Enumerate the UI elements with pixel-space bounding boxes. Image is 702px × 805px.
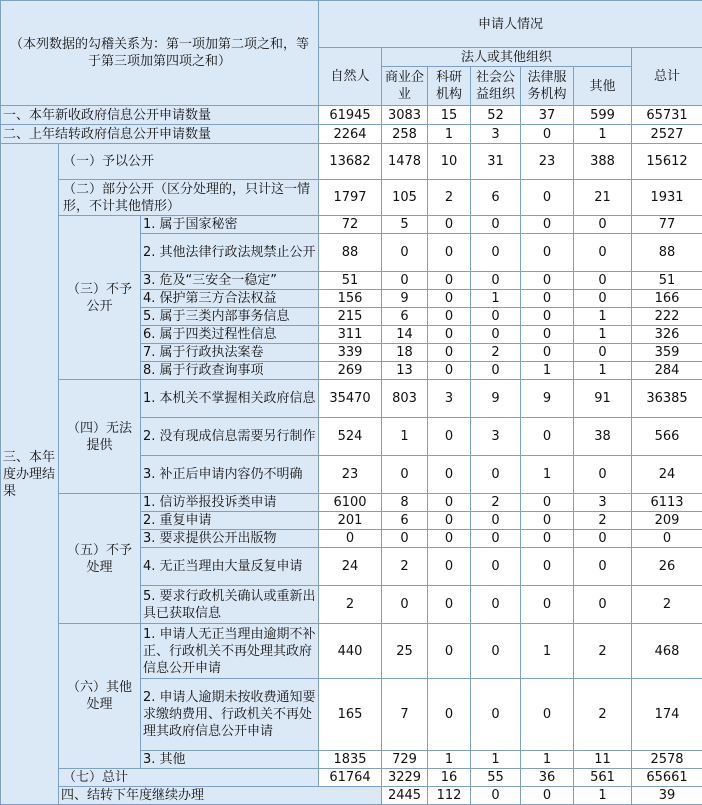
value-cell: 1835	[319, 751, 382, 769]
value-cell: 729	[382, 751, 428, 769]
value-cell: 6	[471, 180, 521, 216]
value-cell: 2578	[632, 751, 702, 769]
legal-service-header: 法律服务机构	[521, 67, 574, 106]
value-cell: 0	[428, 512, 471, 530]
row-label: 2. 申请人逾期未按收费通知要求缴纳费用、行政机关不再处理其政府信息公开申请	[141, 679, 319, 751]
value-cell: 0	[428, 456, 471, 494]
value-cell: 1	[574, 362, 632, 380]
table-row	[1, 494, 702, 512]
value-cell: 222	[632, 308, 702, 326]
value-cell: 14	[382, 326, 428, 344]
natural-person-header: 自然人	[319, 48, 382, 106]
value-cell: 0	[428, 679, 471, 751]
value-cell: 9	[471, 380, 521, 418]
value-cell: 269	[319, 362, 382, 380]
row-label: 3. 危及“三安全一稳定”	[141, 272, 319, 290]
row-label: （七）总计	[59, 769, 319, 787]
value-cell: 1797	[319, 180, 382, 216]
value-cell: 23	[319, 456, 382, 494]
value-cell: 0	[382, 530, 428, 548]
value-cell: 0	[382, 234, 428, 272]
value-cell: 0	[471, 234, 521, 272]
business-header: 商业企业	[382, 67, 428, 106]
value-cell: 2	[428, 180, 471, 216]
row-label: 1. 信访举报投诉类申请	[141, 494, 319, 512]
value-cell: 0	[428, 326, 471, 344]
value-cell: 2	[574, 512, 632, 530]
value-cell: 77	[632, 216, 702, 234]
row-label: 5. 属于三类内部事务信息	[141, 308, 319, 326]
value-cell: 0	[428, 586, 471, 624]
section-3-label: 三、本年度办理结果	[1, 144, 59, 805]
value-cell: 24	[632, 456, 702, 494]
value-cell: 31	[471, 144, 521, 180]
value-cell: 0	[382, 456, 428, 494]
value-cell: 65661	[632, 769, 702, 787]
value-cell: 0	[471, 326, 521, 344]
value-cell: 311	[319, 326, 382, 344]
value-cell: 0	[382, 586, 428, 624]
value-cell: 0	[471, 787, 521, 805]
value-cell: 13682	[319, 144, 382, 180]
value-cell: 0	[471, 272, 521, 290]
value-cell: 0	[521, 530, 574, 548]
value-cell: 0	[521, 326, 574, 344]
value-cell: 0	[521, 234, 574, 272]
value-cell: 2264	[319, 125, 382, 144]
value-cell: 2	[471, 344, 521, 362]
value-cell: 201	[319, 512, 382, 530]
row-label: 7. 属于行政执法案卷	[141, 344, 319, 362]
value-cell: 88	[632, 234, 702, 272]
row-label: 2. 重复申请	[141, 512, 319, 530]
value-cell: 55	[471, 769, 521, 787]
value-cell: 88	[319, 234, 382, 272]
value-cell: 0	[428, 290, 471, 308]
table-row	[1, 624, 702, 679]
value-cell: 2	[319, 586, 382, 624]
value-cell: 0	[521, 344, 574, 362]
value-cell: 3229	[382, 769, 428, 787]
table-row	[1, 380, 702, 418]
value-cell: 1	[471, 290, 521, 308]
row-label: 二、上年结转政府信息公开申请数量	[1, 125, 319, 144]
value-cell: 65731	[632, 106, 702, 125]
value-cell: 51	[632, 272, 702, 290]
value-cell: 1	[471, 751, 521, 769]
value-cell: 524	[319, 418, 382, 456]
value-cell: 156	[319, 290, 382, 308]
value-cell: 2	[574, 679, 632, 751]
row-label: 四、结转下年度继续办理	[59, 787, 382, 805]
value-cell: 1	[574, 326, 632, 344]
value-cell: 0	[574, 586, 632, 624]
value-cell: 0	[428, 418, 471, 456]
value-cell: 0	[574, 456, 632, 494]
value-cell: 6	[382, 512, 428, 530]
total-header: 总计	[632, 48, 702, 106]
value-cell: 10	[428, 144, 471, 180]
value-cell: 258	[382, 125, 428, 144]
value-cell: 0	[428, 308, 471, 326]
group-5-label: （五）不予处理	[59, 494, 141, 624]
row-label: 4. 无正当理由大量反复申请	[141, 548, 319, 586]
value-cell: 23	[521, 144, 574, 180]
value-cell: 0	[574, 234, 632, 272]
value-cell: 36385	[632, 380, 702, 418]
value-cell: 0	[521, 272, 574, 290]
value-cell: 0	[428, 272, 471, 290]
value-cell: 91	[574, 380, 632, 418]
value-cell: 3	[471, 418, 521, 456]
value-cell: 165	[319, 679, 382, 751]
value-cell: 209	[632, 512, 702, 530]
value-cell: 468	[632, 624, 702, 679]
value-cell: 803	[382, 380, 428, 418]
row-label: 2. 没有现成信息需要另行制作	[141, 418, 319, 456]
value-cell: 0	[471, 624, 521, 679]
value-cell: 0	[521, 308, 574, 326]
value-cell: 0	[574, 290, 632, 308]
value-cell: 0	[521, 290, 574, 308]
value-cell: 9	[382, 290, 428, 308]
table-row	[1, 106, 702, 125]
value-cell: 51	[319, 272, 382, 290]
value-cell: 0	[428, 530, 471, 548]
value-cell: 0	[574, 272, 632, 290]
row-label: 2. 其他法律行政法规禁止公开	[141, 234, 319, 272]
value-cell: 0	[428, 216, 471, 234]
value-cell: 440	[319, 624, 382, 679]
value-cell: 6100	[319, 494, 382, 512]
value-cell: 0	[574, 344, 632, 362]
value-cell: 0	[521, 548, 574, 586]
value-cell: 174	[632, 679, 702, 751]
value-cell: 36	[521, 769, 574, 787]
row-label: 5. 要求行政机关确认或重新出具已获取信息	[141, 586, 319, 624]
value-cell: 9	[521, 380, 574, 418]
table-row	[1, 216, 702, 234]
table-row	[1, 769, 702, 787]
group-4-label: （四）无法提供	[59, 380, 141, 494]
value-cell: 5	[382, 216, 428, 234]
value-cell: 16	[428, 769, 471, 787]
value-cell: 0	[632, 530, 702, 548]
applicant-header: 申请人情况	[319, 1, 702, 48]
value-cell: 1	[574, 125, 632, 144]
value-cell: 61945	[319, 106, 382, 125]
research-header: 科研机构	[428, 67, 471, 106]
value-cell: 112	[428, 787, 471, 805]
value-cell: 61764	[319, 769, 382, 787]
table-row	[1, 787, 702, 805]
row-label: 3. 其他	[141, 751, 319, 769]
value-cell: 3083	[382, 106, 428, 125]
value-cell: 166	[632, 290, 702, 308]
value-cell: 0	[471, 530, 521, 548]
value-cell: 2	[632, 586, 702, 624]
value-cell: 52	[471, 106, 521, 125]
value-cell: 1	[382, 418, 428, 456]
value-cell: 0	[428, 494, 471, 512]
value-cell: 8	[382, 494, 428, 512]
value-cell: 0	[428, 624, 471, 679]
row-label: 4. 保护第三方合法权益	[141, 290, 319, 308]
value-cell: 0	[471, 362, 521, 380]
value-cell: 359	[632, 344, 702, 362]
value-cell: 3	[471, 125, 521, 144]
value-cell: 3	[574, 494, 632, 512]
value-cell: 2	[471, 494, 521, 512]
value-cell: 0	[428, 362, 471, 380]
social-org-header: 社会公益组织	[471, 67, 521, 106]
value-cell: 326	[632, 326, 702, 344]
row-label: 3. 补正后申请内容仍不明确	[141, 456, 319, 494]
value-cell: 0	[574, 216, 632, 234]
value-cell: 24	[319, 548, 382, 586]
value-cell: 0	[382, 272, 428, 290]
table-note: （本列数据的勾稽关系为：第一项加第二项之和，等于第三项加第四项之和）	[1, 1, 319, 106]
row-label: 6. 属于四类过程性信息	[141, 326, 319, 344]
value-cell: 21	[574, 180, 632, 216]
value-cell: 25	[382, 624, 428, 679]
group-6-label: （六）其他处理	[59, 624, 141, 769]
group-3-label: （三）不予公开	[59, 216, 141, 380]
value-cell: 0	[521, 512, 574, 530]
value-cell: 11	[574, 751, 632, 769]
value-cell: 0	[471, 679, 521, 751]
value-cell: 0	[521, 125, 574, 144]
value-cell: 0	[521, 418, 574, 456]
value-cell: 26	[632, 548, 702, 586]
value-cell: 388	[574, 144, 632, 180]
value-cell: 0	[471, 512, 521, 530]
value-cell: 39	[632, 787, 702, 805]
value-cell: 15	[428, 106, 471, 125]
value-cell: 0	[574, 548, 632, 586]
value-cell: 0	[471, 216, 521, 234]
value-cell: 0	[471, 548, 521, 586]
value-cell: 72	[319, 216, 382, 234]
value-cell: 1	[574, 787, 632, 805]
value-cell: 1	[574, 308, 632, 326]
value-cell: 2445	[382, 787, 428, 805]
row-label: 8. 属于行政查询事项	[141, 362, 319, 380]
row-label: （二）部分公开（区分处理的，只计这一情形，不计其他情形）	[59, 180, 319, 216]
value-cell: 0	[319, 530, 382, 548]
value-cell: 2	[574, 624, 632, 679]
value-cell: 0	[471, 308, 521, 326]
other-header: 其他	[574, 67, 632, 106]
value-cell: 284	[632, 362, 702, 380]
value-cell: 3	[428, 380, 471, 418]
value-cell: 561	[574, 769, 632, 787]
value-cell: 215	[319, 308, 382, 326]
value-cell: 1478	[382, 144, 428, 180]
row-label: 3. 要求提供公开出版物	[141, 530, 319, 548]
value-cell: 13	[382, 362, 428, 380]
table-row	[1, 144, 702, 180]
value-cell: 2	[382, 548, 428, 586]
value-cell: 0	[428, 548, 471, 586]
value-cell: 0	[521, 787, 574, 805]
row-label: 1. 申请人无正当理由逾期不补正、行政机关不再处理其政府信息公开申请	[141, 624, 319, 679]
value-cell: 7	[382, 679, 428, 751]
value-cell: 0	[428, 344, 471, 362]
value-cell: 566	[632, 418, 702, 456]
value-cell: 0	[521, 586, 574, 624]
value-cell: 35470	[319, 380, 382, 418]
value-cell: 0	[574, 530, 632, 548]
value-cell: 0	[521, 679, 574, 751]
row-label: 一、本年新收政府信息公开申请数量	[1, 106, 319, 125]
value-cell: 0	[471, 586, 521, 624]
value-cell: 38	[574, 418, 632, 456]
value-cell: 37	[521, 106, 574, 125]
value-cell: 0	[521, 216, 574, 234]
value-cell: 0	[521, 180, 574, 216]
value-cell: 0	[471, 456, 521, 494]
value-cell: 1	[521, 624, 574, 679]
row-label: （一）予以公开	[59, 144, 319, 180]
value-cell: 6113	[632, 494, 702, 512]
value-cell: 0	[521, 494, 574, 512]
table-row	[1, 180, 702, 216]
value-cell: 1	[521, 751, 574, 769]
value-cell: 0	[428, 234, 471, 272]
value-cell: 1	[428, 125, 471, 144]
row-label: 1. 本机关不掌握相关政府信息	[141, 380, 319, 418]
value-cell: 105	[382, 180, 428, 216]
value-cell: 1	[428, 751, 471, 769]
value-cell: 1	[521, 362, 574, 380]
value-cell: 2527	[632, 125, 702, 144]
value-cell: 6	[382, 308, 428, 326]
value-cell: 15612	[632, 144, 702, 180]
value-cell: 1931	[632, 180, 702, 216]
value-cell: 18	[382, 344, 428, 362]
row-label: 1. 属于国家秘密	[141, 216, 319, 234]
legal-entity-group-header: 法人或其他组织	[382, 48, 632, 67]
value-cell: 339	[319, 344, 382, 362]
value-cell: 1	[521, 456, 574, 494]
table-row	[1, 125, 702, 144]
value-cell: 599	[574, 106, 632, 125]
